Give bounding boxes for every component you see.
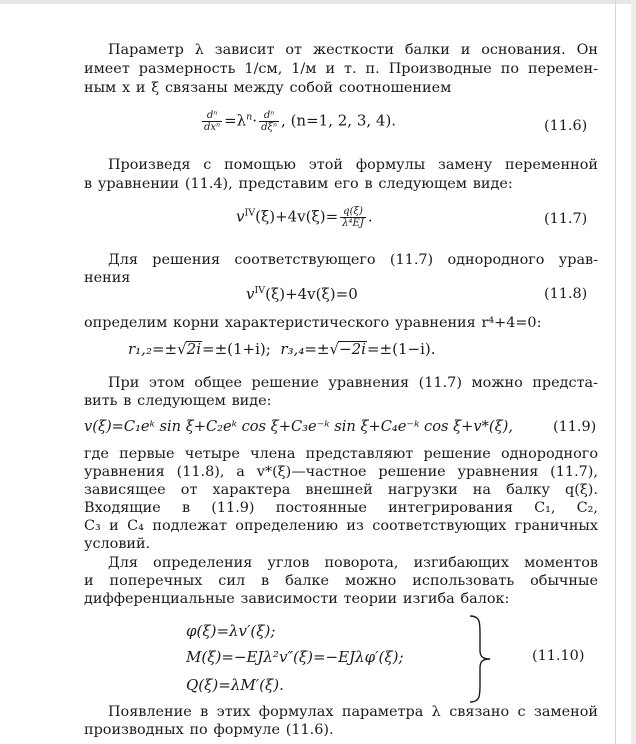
paragraph-6-line-1: где первые четыре члена представляют решение однородного [84,446,598,462]
equation-11-10-number: ( 11.10 ) [532,648,584,664]
paragraph-6-line-2: уравнения (11.8), а v*(ξ)—частное решение уравнения (11.7), [84,464,598,480]
eq-11-7-fraction: $\frac{q(\xi)}{\text{λ⁴EJ}}$ [342,206,364,229]
paragraph-7-line-1: Для определения углов поворота, изгибающих моментов [108,555,598,571]
scan-top-edge [0,0,636,4]
paragraph-6-line-3: зависящее от характера внешней нагрузки на балку q(ξ). [84,482,598,498]
paragraph-6-line-6: условий. [84,536,151,552]
scan-right-edge [631,0,636,744]
equation-11-9-number: ( 11.9 ) [553,419,596,435]
equation-11-10-line-1: φ(ξ)=λv′(ξ); [186,622,276,640]
equation-11-7: $v^{IV}(\xi)+4v(\xi)=$ $\frac{q(\xi)}{\text{λ⁴EJ}}$ . [236,206,373,229]
paragraph-1-line-3: ным x и ξ связаны между собой соотношением [84,80,452,96]
equation-11-6-number: ( 11.6 ) [544,118,587,134]
equation-11-10-line-2: M(ξ)=−EJλ²v″(ξ)=−EJλφ′(ξ); [186,648,404,666]
equation-11-8: $v^{IV}(\xi)+4v(\xi)=0$ [246,285,358,303]
equation-11-9: v(ξ)=C₁eᵏ sin ξ+C₂eᵏ cos ξ+C₃e⁻ᵏ sin ξ+C₄e⁻ᵏ cos ξ+v*(ξ), [84,418,513,435]
paragraph-2-line-1: Произведя с помощью этой формулы замену переменной [108,157,598,173]
paragraph-3-line-1: Для решения соответствующего (11.7) однородного урав- [108,252,598,268]
paragraph-5-line-2: вить в следующем виде: [84,393,272,409]
eq-11-6-rhs-fraction: $\frac{\text{dⁿ}}{\text{dξⁿ}}$ [261,110,278,133]
paragraph-2-line-2: в уравнении (11.4), представим его в следующем виде: [84,176,513,192]
equation-11-10-line-3: Q(ξ)=λM′(ξ). [186,676,284,694]
paragraph-6-line-5: C₃ и C₄ подлежат определению из соответствующих граничных [84,518,598,534]
equation-11-8-number: ( 11.8 ) [544,286,587,302]
equation-11-7-number: ( 11.7 ) [544,211,587,227]
paragraph-3-line-2: нения [84,270,131,286]
equation-11-6: $\frac{\text{dⁿ}}{\text{dxⁿ}}$ $=\lambda^n\cdot$ $\frac{\text{dⁿ}}{\text{dξⁿ}}$ , (n=1, 2, 3, 4). [204,110,397,133]
paragraph-1-line-2: имеет размерность 1/см, 1/м и т. п. Производные по перемен- [84,61,598,77]
paragraph-8-line-2: производных по формуле (11.6). [84,722,334,738]
right-brace [468,614,492,704]
characteristic-roots: r₁,₂=±√2i=±(1+i); r₃,₄=±√−2i=±(1−i). [128,340,436,358]
scan-fold-line [615,0,616,744]
paragraph-5-line-1: При этом общее решение уравнения (11.7) можно предста- [108,375,598,391]
paragraph-6-line-4: Входящие в (11.9) постоянные интегрирования C₁, C₂, [84,500,598,516]
paragraph-8-line-1: Появление в этих формулах параметра λ связано с заменой [108,704,598,720]
paragraph-1-line-1: Параметр λ зависит от жесткости балки и основания. Он [108,42,598,58]
paragraph-7-line-3: дифференциальные зависимости теории изгиба балок: [84,591,510,607]
paragraph-4: определим корни характеристического уравнения r⁴+4=0: [84,315,542,331]
eq-11-6-lhs-fraction: $\frac{\text{dⁿ}}{\text{dxⁿ}}$ [204,110,221,133]
paragraph-7-line-2: и поперечных сил в балке можно использовать обычные [84,573,598,589]
